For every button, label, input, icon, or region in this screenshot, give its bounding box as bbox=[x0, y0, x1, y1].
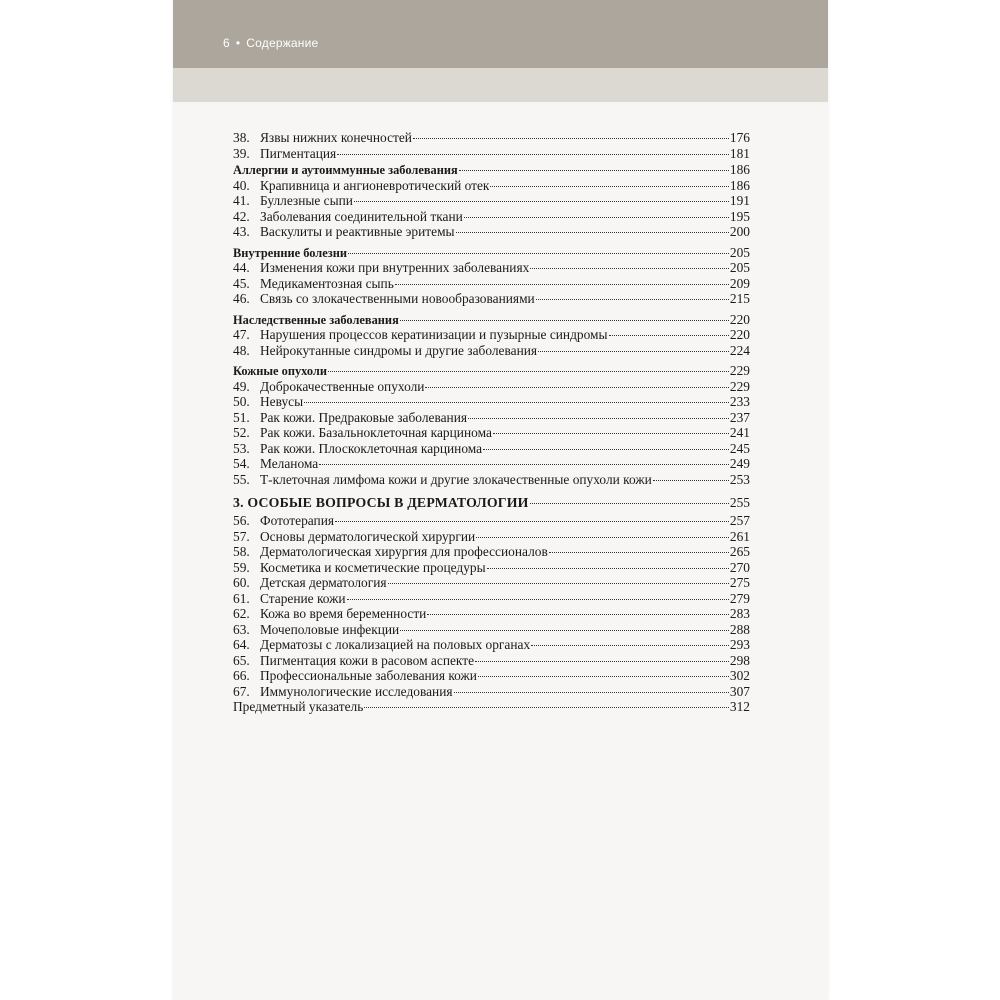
toc-entry-number: 67. bbox=[233, 683, 250, 699]
toc-page-number: 191 bbox=[729, 193, 750, 208]
toc-group bbox=[233, 178, 750, 240]
toc-entry-title: Детская дерматология bbox=[260, 575, 387, 590]
toc-entry bbox=[233, 410, 750, 426]
toc-entry-title: Пигментация кожи в расовом аспекте bbox=[260, 652, 475, 668]
toc-entry bbox=[233, 472, 750, 488]
toc-entry-number: 41. bbox=[233, 193, 250, 208]
running-header bbox=[223, 36, 318, 50]
toc-entry-title: Кожа во время беременности bbox=[260, 606, 427, 621]
toc-entry bbox=[233, 291, 750, 307]
toc-page-number: 220 bbox=[729, 327, 750, 342]
toc-entry bbox=[233, 560, 750, 576]
toc-page-number: 293 bbox=[729, 637, 750, 652]
toc-leader-dots bbox=[335, 521, 729, 522]
toc-page-number: 220 bbox=[729, 311, 750, 327]
toc-leader-dots bbox=[490, 186, 728, 187]
toc-entry bbox=[233, 224, 750, 240]
toc-leader-dots bbox=[354, 201, 729, 202]
toc-page-number: 279 bbox=[729, 590, 750, 606]
toc-entry-number: 39. bbox=[233, 145, 250, 161]
toc-index-entry bbox=[233, 699, 750, 715]
toc-entry-title: Фототерапия bbox=[260, 513, 335, 528]
toc-group bbox=[233, 327, 750, 358]
toc-leader-dots bbox=[395, 284, 729, 285]
toc-entry-title: Изменения кожи при внутренних заболеваниях bbox=[260, 260, 530, 275]
toc-entry-number: 43. bbox=[233, 224, 250, 239]
toc-entry-title: Дерматозы с локализацией на половых органах bbox=[260, 637, 531, 652]
toc-leader-dots bbox=[328, 371, 729, 372]
toc-group bbox=[233, 513, 750, 699]
toc-entry bbox=[233, 684, 750, 700]
toc-leader-dots bbox=[493, 433, 729, 434]
toc-page-number: 233 bbox=[729, 394, 750, 409]
toc-leader-dots bbox=[304, 402, 729, 403]
toc-section-title: Внутренние болезни bbox=[233, 245, 348, 260]
table-of-contents bbox=[233, 130, 750, 715]
toc-index-title: Предметный указатель bbox=[233, 699, 364, 714]
toc-entry-number: 59. bbox=[233, 559, 250, 575]
toc-entry-number: 64. bbox=[233, 637, 250, 652]
toc-entry bbox=[233, 178, 750, 194]
toc-entry-title: Невусы bbox=[260, 394, 304, 409]
toc-leader-dots bbox=[425, 387, 728, 388]
toc-entry-title: Нарушения процессов кератинизации и пузырные синдромы bbox=[260, 327, 608, 342]
toc-entry-number: 65. bbox=[233, 652, 250, 668]
toc-entry-title: Буллезные сыпи bbox=[260, 193, 353, 208]
toc-entry-title: Т-клеточная лимфома кожи и другие злокачественные опухоли кожи bbox=[260, 471, 652, 487]
toc-section-heading bbox=[233, 162, 750, 178]
toc-entry-number: 38. bbox=[233, 130, 250, 145]
toc-entry bbox=[233, 130, 750, 146]
toc-leader-dots bbox=[459, 170, 729, 171]
toc-entry bbox=[233, 276, 750, 292]
toc-page-number: 307 bbox=[729, 683, 750, 699]
toc-entry-number: 52. bbox=[233, 425, 250, 440]
toc-leader-dots bbox=[531, 645, 729, 646]
toc-page-number: 253 bbox=[729, 471, 750, 487]
toc-entry bbox=[233, 394, 750, 410]
toc-entry-number: 56. bbox=[233, 513, 250, 528]
toc-page-number: 298 bbox=[729, 652, 750, 668]
toc-entry-title: Медикаментозная сыпь bbox=[260, 275, 394, 291]
toc-leader-dots bbox=[653, 480, 729, 481]
toc-page-number: 241 bbox=[729, 425, 750, 440]
toc-entry-number: 47. bbox=[233, 327, 250, 342]
toc-entry bbox=[233, 441, 750, 457]
toc-entry-number: 44. bbox=[233, 260, 250, 275]
toc-entry bbox=[233, 591, 750, 607]
toc-entry-number: 55. bbox=[233, 471, 250, 487]
toc-entry-number: 48. bbox=[233, 342, 250, 358]
toc-leader-dots bbox=[549, 552, 729, 553]
toc-entry-number: 62. bbox=[233, 606, 250, 621]
toc-leader-dots bbox=[476, 537, 729, 538]
toc-entry-number: 45. bbox=[233, 275, 250, 291]
toc-page-number: 186 bbox=[729, 177, 750, 193]
toc-leader-dots bbox=[337, 154, 729, 155]
toc-entry-title: Профессиональные заболевания кожи bbox=[260, 668, 477, 683]
toc-page-number: 255 bbox=[729, 495, 750, 510]
toc-entry bbox=[233, 260, 750, 276]
toc-leader-dots bbox=[348, 253, 729, 254]
toc-page-number: 224 bbox=[729, 342, 750, 358]
toc-page-number: 265 bbox=[729, 544, 750, 559]
toc-entry bbox=[233, 209, 750, 225]
toc-entry-title: Иммунологические исследования bbox=[260, 683, 453, 699]
toc-entry-title: Меланома bbox=[260, 456, 319, 471]
toc-entry-title: Пигментация bbox=[260, 145, 337, 161]
toc-entry bbox=[233, 146, 750, 162]
toc-entry bbox=[233, 622, 750, 638]
header-section-title: Содержание bbox=[246, 36, 319, 50]
toc-leader-dots bbox=[475, 661, 729, 662]
toc-entry-title: Основы дерматологической хирургии bbox=[260, 528, 476, 544]
toc-leader-dots bbox=[530, 268, 729, 269]
toc-leader-dots bbox=[536, 299, 729, 300]
toc-page-number: 205 bbox=[729, 244, 750, 260]
toc-group bbox=[233, 130, 750, 161]
toc-entry-title: Рак кожи. Базальноклеточная карцинома bbox=[260, 425, 492, 440]
toc-part-heading bbox=[233, 495, 750, 513]
toc-entry-number: 51. bbox=[233, 409, 250, 425]
toc-leader-dots bbox=[487, 568, 729, 569]
toc-leader-dots bbox=[468, 418, 729, 419]
toc-entry bbox=[233, 193, 750, 209]
header-page-number: 6 bbox=[223, 36, 230, 50]
toc-page-number: 275 bbox=[729, 575, 750, 590]
toc-entry-number: 49. bbox=[233, 378, 250, 394]
toc-entry-number: 40. bbox=[233, 177, 250, 193]
toc-page-number: 195 bbox=[729, 208, 750, 224]
toc-leader-dots bbox=[400, 630, 729, 631]
toc-entry bbox=[233, 513, 750, 529]
header-strip bbox=[173, 68, 828, 102]
toc-page-number: 215 bbox=[729, 291, 750, 306]
toc-entry bbox=[233, 529, 750, 545]
toc-page-number: 176 bbox=[729, 130, 750, 145]
toc-leader-dots bbox=[347, 599, 729, 600]
toc-leader-dots bbox=[413, 138, 729, 139]
toc-group bbox=[233, 379, 750, 488]
toc-section-title: Аллергии и аутоиммунные заболевания bbox=[233, 163, 458, 177]
toc-page-number: 270 bbox=[729, 559, 750, 575]
header-band bbox=[173, 0, 828, 68]
toc-section-title: Наследственные заболевания bbox=[233, 312, 399, 327]
toc-entry bbox=[233, 653, 750, 669]
toc-entry-number: 66. bbox=[233, 668, 250, 683]
toc-entry bbox=[233, 343, 750, 359]
toc-page-number: 209 bbox=[729, 275, 750, 291]
toc-entry-title: Мочеполовые инфекции bbox=[260, 621, 400, 637]
toc-entry-title: Доброкачественные опухоли bbox=[260, 378, 425, 394]
toc-group bbox=[233, 260, 750, 307]
toc-entry bbox=[233, 425, 750, 441]
toc-leader-dots bbox=[538, 351, 729, 352]
toc-page-number: 245 bbox=[729, 440, 750, 456]
toc-page-number: 249 bbox=[729, 456, 750, 471]
toc-leader-dots bbox=[427, 614, 729, 615]
toc-entry-title: Связь со злокачественными новообразованиями bbox=[260, 291, 535, 306]
toc-section-heading bbox=[233, 363, 750, 379]
toc-leader-dots bbox=[464, 217, 729, 218]
toc-page-number: 302 bbox=[729, 668, 750, 683]
toc-entry-title: Рак кожи. Предраковые заболевания bbox=[260, 409, 468, 425]
toc-entry bbox=[233, 575, 750, 591]
toc-page-number: 261 bbox=[729, 528, 750, 544]
toc-page-number: 229 bbox=[729, 378, 750, 394]
toc-page-number: 181 bbox=[729, 145, 750, 161]
toc-entry-number: 61. bbox=[233, 590, 250, 606]
toc-page-number: 200 bbox=[729, 224, 750, 239]
toc-entry bbox=[233, 327, 750, 343]
toc-leader-dots bbox=[483, 449, 729, 450]
toc-part-title: 3. ОСОБЫЕ ВОПРОСЫ В ДЕРМАТОЛОГИИ bbox=[233, 495, 529, 510]
toc-entry-number: 46. bbox=[233, 291, 250, 306]
toc-entry bbox=[233, 637, 750, 653]
toc-entry-number: 58. bbox=[233, 544, 250, 559]
toc-section-heading bbox=[233, 245, 750, 261]
toc-entry bbox=[233, 668, 750, 684]
toc-entry-title: Васкулиты и реактивные эритемы bbox=[260, 224, 455, 239]
toc-leader-dots bbox=[530, 503, 729, 504]
toc-leader-dots bbox=[478, 676, 729, 677]
toc-page-number: 288 bbox=[729, 621, 750, 637]
toc-leader-dots bbox=[364, 707, 729, 708]
toc-entry-number: 60. bbox=[233, 575, 250, 590]
toc-page-number: 237 bbox=[729, 409, 750, 425]
toc-entry-title: Дерматологическая хирургия для профессионалов bbox=[260, 544, 548, 559]
header-separator: • bbox=[235, 36, 241, 50]
toc-entry-title: Старение кожи bbox=[260, 590, 346, 606]
toc-entry-number: 50. bbox=[233, 394, 250, 409]
toc-leader-dots bbox=[456, 232, 729, 233]
toc-entry-number: 42. bbox=[233, 208, 250, 224]
toc-leader-dots bbox=[400, 320, 729, 321]
toc-entry-title: Рак кожи. Плоскоклеточная карцинома bbox=[260, 440, 483, 456]
toc-entry-number: 63. bbox=[233, 621, 250, 637]
toc-page-number: 283 bbox=[729, 606, 750, 621]
toc-page-number: 312 bbox=[729, 699, 750, 714]
toc-leader-dots bbox=[388, 583, 729, 584]
toc-page-number: 205 bbox=[729, 260, 750, 275]
toc-section-title: Кожные опухоли bbox=[233, 364, 328, 378]
toc-section-heading bbox=[233, 312, 750, 328]
book-page bbox=[173, 0, 828, 1000]
toc-entry bbox=[233, 606, 750, 622]
toc-leader-dots bbox=[319, 464, 729, 465]
toc-leader-dots bbox=[454, 692, 729, 693]
toc-entry-number: 57. bbox=[233, 528, 250, 544]
toc-entry bbox=[233, 456, 750, 472]
toc-entry bbox=[233, 379, 750, 395]
toc-leader-dots bbox=[609, 335, 729, 336]
toc-entry-title: Нейрокутанные синдромы и другие заболевания bbox=[260, 342, 538, 358]
toc-entry bbox=[233, 544, 750, 560]
toc-entry-title: Крапивница и ангионевротический отек bbox=[260, 177, 490, 193]
toc-entry-title: Косметика и косметические процедуры bbox=[260, 559, 486, 575]
toc-page-number: 186 bbox=[729, 162, 750, 177]
toc-entry-number: 54. bbox=[233, 456, 250, 471]
toc-entry-title: Заболевания соединительной ткани bbox=[260, 208, 463, 224]
toc-page-number: 257 bbox=[729, 513, 750, 528]
toc-page-number: 229 bbox=[729, 363, 750, 378]
toc-entry-title: Язвы нижних конечностей bbox=[260, 130, 412, 145]
toc-entry-number: 53. bbox=[233, 440, 250, 456]
